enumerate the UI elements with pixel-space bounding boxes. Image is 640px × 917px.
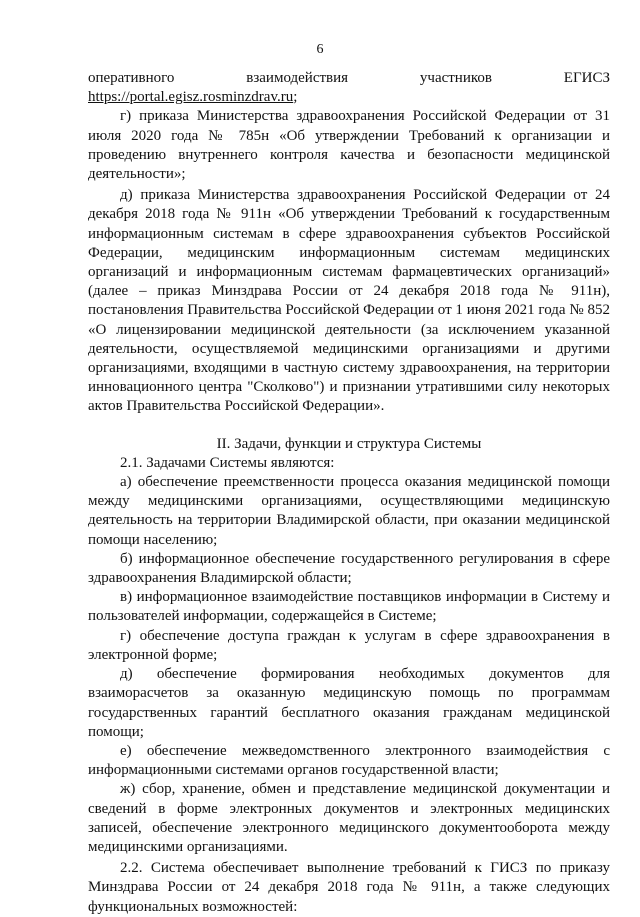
paragraph-task-e: е) обеспечение межведомственного электронного взаимодействия с информационными системами органов государственной власти; (88, 742, 610, 779)
document-body (88, 69, 610, 917)
paragraph-task-d: д) обеспечение формирования необходимых документов для взаиморасчетов за оказанную медицинскую помощь по программам государственных гарантий бесплатного оказания гражданам медицинской помощи; (88, 666, 610, 740)
paragraph-task-a: а) обеспечение преемственности процесса оказания медицинской помощи между медицинскими организациями, осуществляющими медицинскую деятельность на территории Владимирской области, при оказании медицинской помощи населению; (88, 474, 610, 548)
section-heading: II. Задачи, функции и структура Системы (216, 435, 482, 452)
page-number: 6 (316, 42, 324, 57)
paragraph-link-line (88, 88, 610, 107)
paragraph-2-2: 2.2. Система обеспечивает выполнение требований к ГИСЗ по приказу Минздрава России от 24 декабря 2018 года № 911н, а также следующих функциональных возможностей: (88, 860, 610, 915)
link-suffix: ; (293, 89, 298, 106)
paragraph-2-1: 2.1. Задачами Системы являются: (120, 454, 335, 471)
paragraph-continuation (88, 69, 610, 88)
paragraph-text: оперативного взаимодействия участников ЕГИСЗ (88, 70, 610, 86)
paragraph-task-zh: ж) сбор, хранение, обмен и представление медицинской документации и сведений в форме электронных документов и электронных медицинских записей, обеспечение электронного медицинского документооборота между медицинскими организациями. (88, 781, 610, 855)
paragraph-task-v: в) информационное взаимодействие поставщиков информации в Систему и пользователей информации, содержащейся в Системе; (88, 589, 610, 625)
paragraph-task-g: г) обеспечение доступа граждан к услугам в сфере здравоохранения в электронной форме; (88, 627, 610, 663)
paragraph-item-g: г) приказа Министерства здравоохранения Российской Федерации от 31 июля 2020 года № 785н «Об утверждении Требований к организации и проведению внутреннего контроля качества и безопасности медицинской деятельности»; (88, 108, 610, 183)
portal-link[interactable]: https://portal.egisz.rosminzdrav.ru (88, 89, 294, 106)
paragraph-task-b: б) информационное обеспечение государственного регулирования в сфере здравоохранения Владимирской области; (88, 550, 610, 587)
paragraph-item-d: д) приказа Министерства здравоохранения Российской Федерации от 24 декабря 2018 года № 911н «Об утверждении Требований к государственным информационным системам в сфере здравоохранения субъектов Российской Федерации, медицинским информационным системам медицинских организаций и информационным системам фармацевтических организаций» (далее – приказ Минздрава России от 24 декабря 2018 года № 911н), постановления Правительства Российской Федерации от 1 июня 2021 года № 852 «О лицензировании медицинской деятельности (за исключением указанной деятельности, осуществляемой медицинскими организациями и другими организациями, входящими в частную систему здравоохранения, на территории инновационного центра "Сколково") и признании утратившими силу некоторых актов Правительства Российской Федерации». (88, 187, 610, 415)
